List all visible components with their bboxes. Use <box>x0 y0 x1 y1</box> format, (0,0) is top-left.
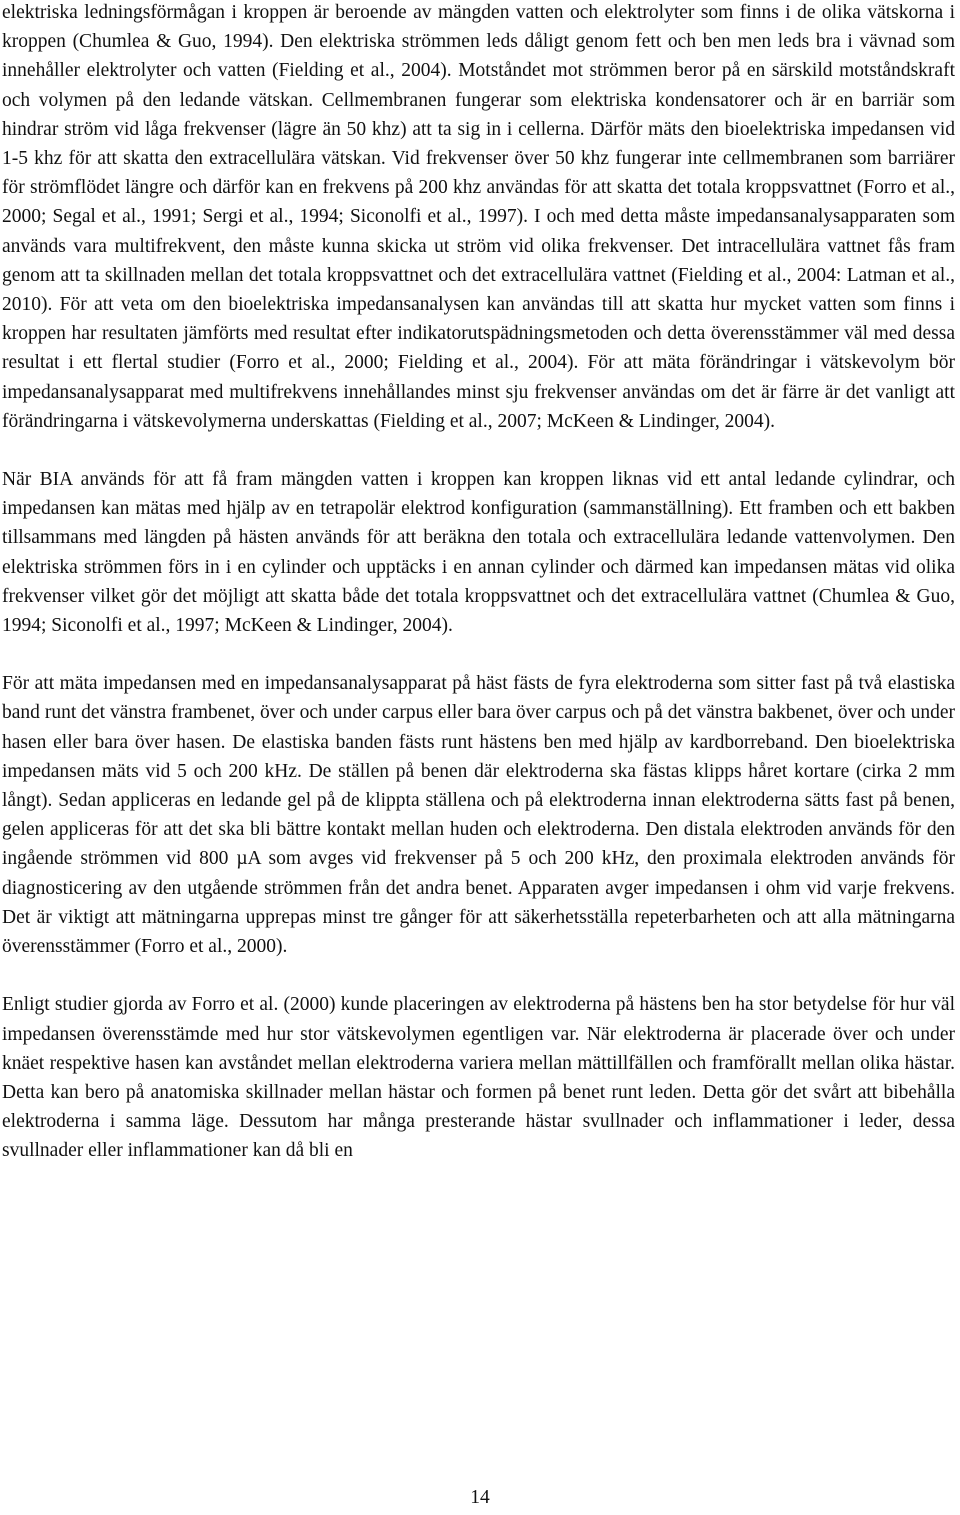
body-paragraph-4: Enligt studier gjorda av Forro et al. (2000) kunde placeringen av elektroderna på hästens ben ha stor betydelse för hur väl impedansen överensstämde med hur stor vätskevolymen egentligen var. När elektroderna är placerade över och under knäet respektive hasen kan avståndet mellan elektroderna variera mellan mättillfällen och framförallt mellan olika hästar. Detta kan bero på anatomiska skillnader mellan hästar och formen på benet runt leden. Detta gör det svårt att bibehålla elektroderna i samma läge. Dessutom har många presterande hästar svullnader och inflammationer i leder, dessa svullnader eller inflammationer kan då bli en <box>2 994 955 1162</box>
body-paragraph-3: För att mäta impedansen med en impedansanalysapparat på häst fästs de fyra elektroderna som sitter fast på två elastiska band runt det vänstra frambenet, över och under carpus eller bara över carpus och på det vänstra bakbenet, över och under hasen eller bara över hasen. De elastiska banden fästs runt hästens ben med hjälp av kardborreband. Den bioelektriska impedansen mäts vid 5 och 200 kHz. De ställen på benen där elektroderna ska fästas klipps håret kortare (cirka 2 mm långt). Sedan appliceras en ledande gel på de klippta ställena och på elektroderna innan elektroderna sätts fast på benen, gelen appliceras för att det ska bli bättre kontakt mellan huden och elektroderna. Den distala elektroden används för den ingående strömmen vid 800 µA som avges vid frekvenser på 5 och 200 kHz, den proximala elektroden används för diagnosticering av den utgående strömmen från det andra benet. Apparaten avger impedansen i ohm vid varje frekvens. Det är viktigt att mätningarna upprepas minst tre gånger för att säkerhetsställa repeterbarheten och att alla mätningarna överensstämmer (Forro et al., 2000). <box>2 673 955 958</box>
body-paragraph-1: elektriska ledningsförmågan i kroppen är beroende av mängden vatten och elektrolyter som finns i de olika vätskorna i kroppen (Chumlea & Guo, 1994). Den elektriska strömmen leds dåligt genom fett och ben men leds bra i vävnad som innehåller elektrolyter och vatten (Fielding et al., 2004). Motståndet mot strömmen beror på en särskild motståndskraft och volymen på den ledande vätskan. Cellmembranen fungerar som elektriska kondensatorer och är en barriär som hindrar ström vid låga frekvenser (lägre än 50 khz) att ta sig in i cellerna. Därför mäts den bioelektriska impedansen vid 1-5 khz för att skatta den extracellulära vätskan. Vid frekvenser över 50 khz fungerar inte cellmembranen som barriärer för strömflödet längre och därför kan en frekvens på 200 khz användas för att skatta det totala kroppsvattnet (Forro et al., 2000; Segal et al., 1991; Sergi et al., 1994; Siconolfi et al., 1997). I och med detta måste impedansanalysapparaten som används vara multifrekvent, den måste kunna skicka ut ström vid olika frekvenser. Det intracellulära vattnet fås fram genom att ta skillnaden mellan det totala kroppsvattnet och det extracellulära vattnet (Fielding et al., 2004: Latman et al., 2010). För att veta om den bioelektriska impedansanalysen kan användas till att skatta hur mycket vatten som finns i kroppen har resultaten jämförts med resultat efter indikatorutspädningsmetoden och detta överensstämmer väl med dessa resultat i ett flertal studier (Forro et al., 2000; Fielding et al., 2004). För att mäta förändringar i vätskevolym bör impedansanalysapparat med multifrekvens innehållandes minst sju frekvenser användas om det är färre är det vanligt att förändringarna i vätskevolymerna underskattas (Fielding et al., 2007; McKeen & Lindinger, 2004). <box>2 2 955 432</box>
body-paragraph-2: När BIA används för att få fram mängden vatten i kroppen kan kroppen liknas vid ett antal ledande cylindrar, och impedansen kan mätas med hjälp av en tetrapolär elektrod konfiguration (sammanställning). Ett framben och ett bakben tillsammans med längden på hästen används för att beräkna den totala och extracellulära ledande vattenvolymen. Den elektriska strömmen förs in i en cylinder och upptäcks i en annan cylinder och därmed kan impedansen mätas vid olika frekvenser vilket gör det möjligt att skatta både det totala kroppsvattnet och det extracellulära vattnet (Chumlea & Guo, 1994; Siconolfi et al., 1997; McKeen & Lindinger, 2004). <box>2 469 955 637</box>
document-page <box>2 0 955 1195</box>
page-number: 14 <box>470 1487 490 1508</box>
